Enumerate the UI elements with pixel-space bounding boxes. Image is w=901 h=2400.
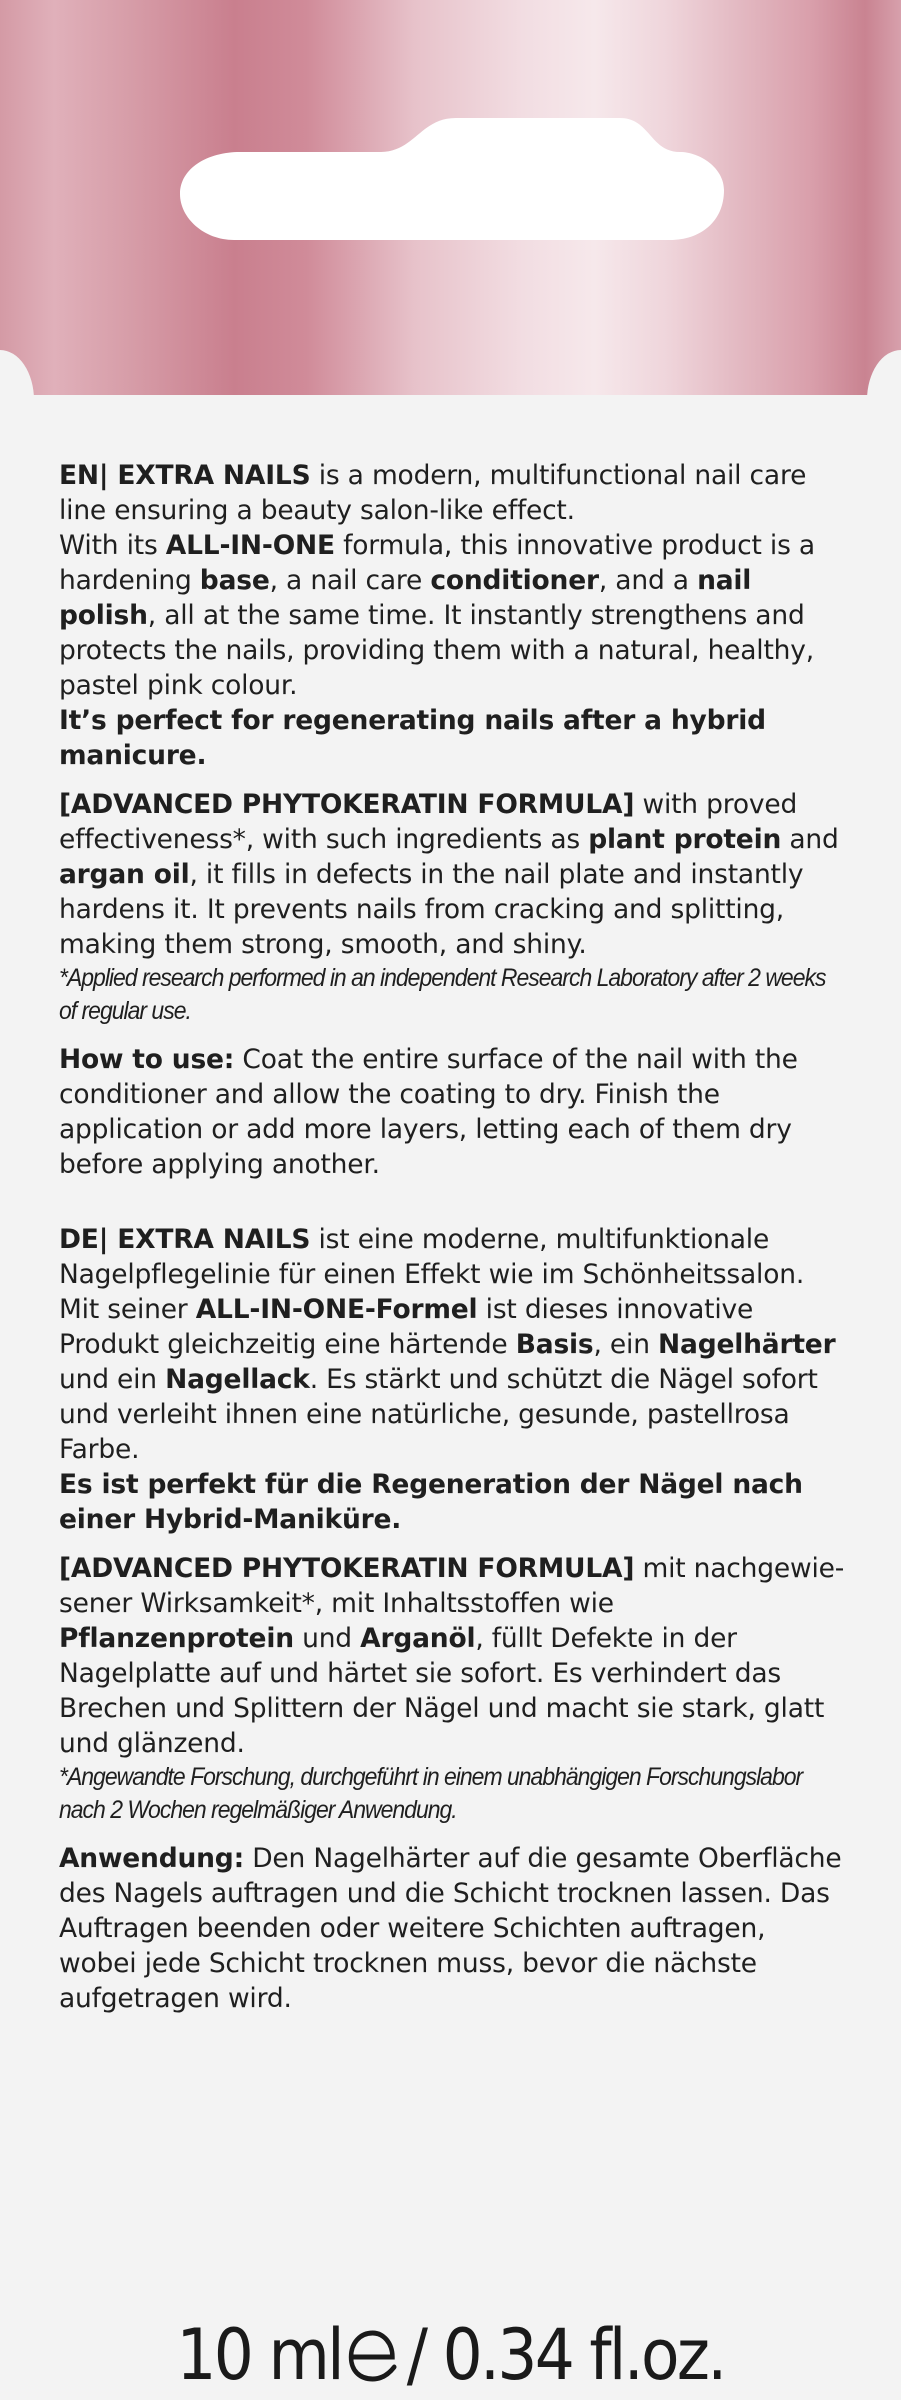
text: Es ist perfekt für die Regeneration der Nägel nach einer Hybrid-Maniküre. bbox=[59, 1469, 803, 1535]
text: , a nail care bbox=[269, 565, 431, 596]
en-brand-heading: EN| EXTRA NAILS bbox=[59, 460, 311, 491]
en-intro-paragraph bbox=[59, 458, 845, 528]
text: How to use: bbox=[59, 1044, 235, 1075]
text: ist eine moderne, multifunktionale Nagelpflegelinie für einen Effekt wie im Schönheitssalon. bbox=[59, 1224, 805, 1290]
text: Nagellack bbox=[165, 1364, 310, 1395]
text: conditioner bbox=[430, 565, 599, 596]
text: Nagelhärter bbox=[658, 1329, 836, 1360]
text: , füllt Defekte in der Nagelplatte auf und härtet sie sofort. Es verhindert das Brechen und Splittern der Nägel und macht sie stark, glatt und glänzend. bbox=[59, 1623, 825, 1759]
text: with proved effectiveness*, with such ingredients as bbox=[59, 789, 798, 855]
text: ALL-IN-ONE bbox=[165, 530, 335, 561]
text: , it fills in defects in the nail plate and instantly hardens it. It prevents nails from cracking and splitting, making them strong, smooth, and shiny. bbox=[59, 859, 804, 960]
text: , and a bbox=[598, 565, 698, 596]
text: Mit seiner bbox=[59, 1294, 196, 1325]
label-text bbox=[59, 458, 845, 2016]
en-highlight bbox=[59, 703, 845, 773]
text: It’s perfect for regenerating nails after a hybrid manicure. bbox=[59, 705, 766, 771]
text: ist dieses innovative Produkt gleichzeitig eine härtende bbox=[59, 1294, 754, 1360]
text: ALL-IN-ONE-Formel bbox=[195, 1294, 478, 1325]
text: base bbox=[199, 565, 270, 596]
text: [ADVANCED PHYTOKERATIN FORMULA] bbox=[59, 1553, 635, 1584]
text: . Es stärkt und schützt die Nägel sofort und verleiht ihnen eine natürliche, gesunde, pastellrosa Farbe. bbox=[59, 1364, 818, 1465]
text: [ADVANCED PHYTOKERATIN FORMULA] bbox=[59, 789, 635, 820]
volume-imperial: / 0.34 fl.oz. bbox=[406, 2314, 725, 2396]
text: , all at the same time. It instantly strengthens and protects the nails, providing them with a natural, healthy, pastel pink colour. bbox=[59, 600, 814, 701]
text: is a modern, multifunctional nail care line ensuring a beauty salon-like effect. bbox=[59, 460, 807, 526]
en-how-to-use bbox=[59, 1042, 845, 1182]
text: Coat the entire surface of the nail with the conditioner and allow the coating to dry. Finish the application or add more layers, letting each of them dry before applying another. bbox=[59, 1044, 798, 1180]
text: Arganöl bbox=[360, 1623, 476, 1654]
en-phytokeratin-paragraph bbox=[59, 787, 845, 962]
text: and bbox=[781, 824, 839, 855]
text: und bbox=[293, 1623, 361, 1654]
text: argan oil bbox=[59, 859, 190, 890]
de-brand-heading: DE| EXTRA NAILS bbox=[59, 1224, 311, 1255]
text: , ein bbox=[593, 1329, 659, 1360]
de-formula-paragraph bbox=[59, 1292, 845, 1467]
text: With its bbox=[59, 530, 166, 561]
de-footnote: *Angewandte Forschung, durchgeführt in einem unabhängigen Forschungslabor nach 2 Wochen regelmäßiger Anwendung. bbox=[59, 1763, 803, 1824]
text: formula, this innovative product is a hardening bbox=[59, 530, 815, 596]
en-formula-paragraph bbox=[59, 528, 845, 703]
en-footnote: *Applied research performed in an independent Research Laboratory after 2 weeks of regular use. bbox=[59, 964, 826, 1025]
text: Basis bbox=[515, 1329, 594, 1360]
de-intro-paragraph bbox=[59, 1222, 845, 1292]
hang-tab-graphic bbox=[0, 0, 901, 400]
net-volume bbox=[45, 2310, 856, 2400]
text: Anwendung: bbox=[59, 1843, 244, 1874]
text: und ein bbox=[59, 1364, 166, 1395]
de-phytokeratin-paragraph bbox=[59, 1551, 845, 1761]
text: nail polish bbox=[59, 565, 752, 631]
volume-metric: 10 ml bbox=[176, 2314, 342, 2396]
text: plant protein bbox=[588, 824, 782, 855]
text: mit nachgewie-sener Wirksamkeit*, mit Inhaltsstoffen wie bbox=[59, 1553, 845, 1619]
de-highlight bbox=[59, 1467, 845, 1537]
text: Den Nagelhärter auf die gesamte Oberfläche des Nagels auftragen und die Schicht trocknen lassen. Das Auftragen beenden oder weitere Schichten auftragen, wobei jede Schicht trocknen muss, bevor die nächste aufgetragen wird. bbox=[59, 1843, 842, 2014]
text: Pflanzenprotein bbox=[59, 1623, 294, 1654]
de-anwendung bbox=[59, 1841, 845, 2016]
estimated-sign-icon bbox=[346, 2310, 404, 2400]
